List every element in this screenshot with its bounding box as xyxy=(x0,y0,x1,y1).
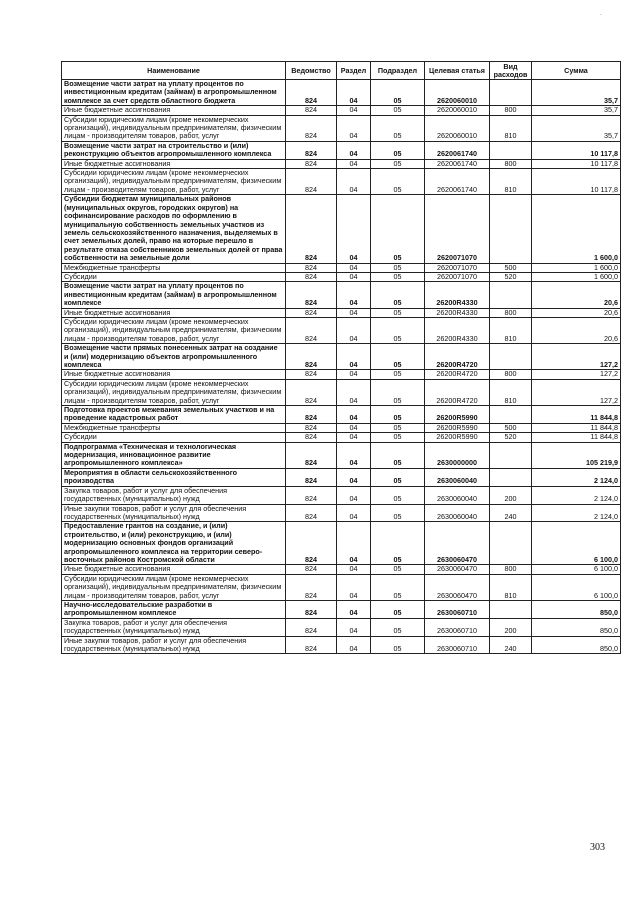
row-name-cell: Субсидии бюджетам муниципальных районов (муниципальных округов, городских округов) на софинансирование расходов по оформлению в муниципальную собственность земельных участков из земель сельскохозяйственного назначения, выделяемых в счет земельных долей, право на которые перешло в результате отказа собственников земельных долей от права собственности на земельные доли xyxy=(62,195,286,263)
budget-table xyxy=(61,61,621,654)
row-expense-cell: 500 xyxy=(490,263,532,272)
row-subsection-cell: 05 xyxy=(371,423,425,432)
header-target: Целевая статья xyxy=(425,62,490,80)
row-ministry-cell: 824 xyxy=(286,263,337,272)
row-subsection-cell: 05 xyxy=(371,522,425,565)
row-target-cell: 2630000000 xyxy=(425,442,490,468)
row-section-cell: 04 xyxy=(337,442,371,468)
row-name-cell: Субсидии юридическим лицам (кроме некоммерческих организаций), индивидуальным предпринимателям, физическим лицам - производителям товаров, работ, услуг xyxy=(62,379,286,405)
row-ministry-cell: 824 xyxy=(286,141,337,159)
table-row xyxy=(62,344,621,370)
row-ministry-cell: 824 xyxy=(286,317,337,343)
row-target-cell: 26200R4720 xyxy=(425,379,490,405)
table-row xyxy=(62,263,621,272)
table-row xyxy=(62,159,621,168)
row-subsection-cell: 05 xyxy=(371,406,425,424)
row-target-cell: 26200R5990 xyxy=(425,423,490,432)
row-name-cell: Иные бюджетные ассигнования xyxy=(62,308,286,317)
row-name-cell: Подпрограмма «Техническая и технологическая модернизация, инновационное развитие агропромышленного комплекса» xyxy=(62,442,286,468)
row-name-cell: Межбюджетные трансферты xyxy=(62,423,286,432)
row-section-cell: 04 xyxy=(337,574,371,600)
row-expense-cell xyxy=(490,282,532,308)
row-name-cell: Субсидии xyxy=(62,272,286,281)
table-row xyxy=(62,379,621,405)
row-subsection-cell: 05 xyxy=(371,141,425,159)
row-name-cell: Субсидии юридическим лицам (кроме некоммерческих организаций), индивидуальным предпринимателям, физическим лицам - производителям товаров, работ, услуг xyxy=(62,115,286,141)
page-number: 303 xyxy=(590,842,605,853)
row-expense-cell: 810 xyxy=(490,169,532,195)
row-ministry-cell: 824 xyxy=(286,442,337,468)
row-ministry-cell: 824 xyxy=(286,308,337,317)
row-target-cell: 26200R5990 xyxy=(425,433,490,442)
table-row xyxy=(62,468,621,486)
row-amount-cell: 850,0 xyxy=(532,618,621,636)
row-target-cell: 26200R4720 xyxy=(425,344,490,370)
row-section-cell: 04 xyxy=(337,169,371,195)
row-subsection-cell: 05 xyxy=(371,600,425,618)
row-name-cell: Субсидии юридическим лицам (кроме некоммерческих организаций), индивидуальным предпринимателям, физическим лицам - производителям товаров, работ, услуг xyxy=(62,169,286,195)
row-name-cell: Межбюджетные трансферты xyxy=(62,263,286,272)
row-ministry-cell: 824 xyxy=(286,272,337,281)
row-amount-cell: 6 100,0 xyxy=(532,574,621,600)
row-ministry-cell: 824 xyxy=(286,468,337,486)
row-expense-cell: 810 xyxy=(490,379,532,405)
row-section-cell: 04 xyxy=(337,423,371,432)
row-subsection-cell: 05 xyxy=(371,195,425,263)
row-target-cell: 2620061740 xyxy=(425,159,490,168)
row-subsection-cell: 05 xyxy=(371,272,425,281)
row-expense-cell xyxy=(490,468,532,486)
row-expense-cell: 500 xyxy=(490,423,532,432)
row-name-cell: Иные бюджетные ассигнования xyxy=(62,565,286,574)
row-subsection-cell: 05 xyxy=(371,317,425,343)
row-ministry-cell: 824 xyxy=(286,574,337,600)
row-name-cell: Иные бюджетные ассигнования xyxy=(62,159,286,168)
table-row xyxy=(62,272,621,281)
row-name-cell: Иные бюджетные ассигнования xyxy=(62,106,286,115)
row-target-cell: 2620071070 xyxy=(425,195,490,263)
row-name-cell: Возмещение части прямых понесенных затрат на создание и (или) модернизацию объектов агропромышленного комплекса xyxy=(62,344,286,370)
row-expense-cell: 520 xyxy=(490,433,532,442)
table-row xyxy=(62,433,621,442)
row-expense-cell: 240 xyxy=(490,504,532,522)
row-section-cell: 04 xyxy=(337,263,371,272)
row-target-cell: 2630060710 xyxy=(425,618,490,636)
row-subsection-cell: 05 xyxy=(371,344,425,370)
row-subsection-cell: 05 xyxy=(371,263,425,272)
row-amount-cell: 6 100,0 xyxy=(532,522,621,565)
row-section-cell: 04 xyxy=(337,468,371,486)
row-expense-cell xyxy=(490,522,532,565)
row-expense-cell: 800 xyxy=(490,308,532,317)
row-subsection-cell: 05 xyxy=(371,618,425,636)
row-amount-cell: 11 844,8 xyxy=(532,423,621,432)
row-ministry-cell: 824 xyxy=(286,406,337,424)
row-expense-cell: 810 xyxy=(490,317,532,343)
row-section-cell: 04 xyxy=(337,565,371,574)
row-section-cell: 04 xyxy=(337,308,371,317)
table-header-row xyxy=(62,62,621,80)
row-target-cell: 2620060010 xyxy=(425,106,490,115)
row-subsection-cell: 05 xyxy=(371,504,425,522)
row-target-cell: 26200R5990 xyxy=(425,406,490,424)
table-row xyxy=(62,370,621,379)
table-row xyxy=(62,600,621,618)
row-section-cell: 04 xyxy=(337,141,371,159)
row-expense-cell: 800 xyxy=(490,159,532,168)
row-name-cell: Мероприятия в области сельскохозяйственного производства xyxy=(62,468,286,486)
row-amount-cell: 20,6 xyxy=(532,308,621,317)
row-ministry-cell: 824 xyxy=(286,486,337,504)
table-row xyxy=(62,522,621,565)
row-ministry-cell: 824 xyxy=(286,618,337,636)
header-expense: Вид расходов xyxy=(490,62,532,80)
header-amount: Сумма xyxy=(532,62,621,80)
row-name-cell: Иные закупки товаров, работ и услуг для обеспечения государственных (муниципальных) нужд xyxy=(62,504,286,522)
row-section-cell: 04 xyxy=(337,370,371,379)
table-row xyxy=(62,504,621,522)
row-section-cell: 04 xyxy=(337,159,371,168)
row-expense-cell: 800 xyxy=(490,106,532,115)
row-name-cell: Субсидии юридическим лицам (кроме некоммерческих организаций), индивидуальным предпринимателям, физическим лицам - производителям товаров, работ, услуг xyxy=(62,317,286,343)
row-section-cell: 04 xyxy=(337,618,371,636)
row-amount-cell: 35,7 xyxy=(532,106,621,115)
table-row xyxy=(62,574,621,600)
row-expense-cell: 520 xyxy=(490,272,532,281)
row-amount-cell: 127,2 xyxy=(532,344,621,370)
row-target-cell: 26200R4330 xyxy=(425,317,490,343)
row-ministry-cell: 824 xyxy=(286,504,337,522)
row-amount-cell: 10 117,8 xyxy=(532,159,621,168)
header-subsection: Подраздел xyxy=(371,62,425,80)
row-target-cell: 2630060470 xyxy=(425,565,490,574)
row-name-cell: Научно-исследовательские разработки в агропромышленном комплексе xyxy=(62,600,286,618)
row-target-cell: 2620061740 xyxy=(425,169,490,195)
row-section-cell: 04 xyxy=(337,379,371,405)
header-ministry: Ведомство xyxy=(286,62,337,80)
row-expense-cell: 810 xyxy=(490,115,532,141)
row-subsection-cell: 05 xyxy=(371,115,425,141)
page-mark: . xyxy=(600,10,602,17)
row-section-cell: 04 xyxy=(337,636,371,654)
row-subsection-cell: 05 xyxy=(371,433,425,442)
row-expense-cell xyxy=(490,344,532,370)
row-subsection-cell: 05 xyxy=(371,370,425,379)
row-section-cell: 04 xyxy=(337,106,371,115)
row-section-cell: 04 xyxy=(337,344,371,370)
row-section-cell: 04 xyxy=(337,282,371,308)
header-name: Наименование xyxy=(62,62,286,80)
row-expense-cell xyxy=(490,141,532,159)
row-section-cell: 04 xyxy=(337,522,371,565)
row-expense-cell xyxy=(490,600,532,618)
table-row xyxy=(62,565,621,574)
row-section-cell: 04 xyxy=(337,504,371,522)
row-subsection-cell: 05 xyxy=(371,442,425,468)
row-amount-cell: 2 124,0 xyxy=(532,468,621,486)
row-subsection-cell: 05 xyxy=(371,574,425,600)
row-section-cell: 04 xyxy=(337,80,371,106)
row-amount-cell: 105 219,9 xyxy=(532,442,621,468)
table-row xyxy=(62,115,621,141)
table-row xyxy=(62,282,621,308)
row-amount-cell: 10 117,8 xyxy=(532,141,621,159)
row-ministry-cell: 824 xyxy=(286,115,337,141)
table-row xyxy=(62,169,621,195)
row-amount-cell: 2 124,0 xyxy=(532,486,621,504)
row-subsection-cell: 05 xyxy=(371,468,425,486)
row-expense-cell xyxy=(490,195,532,263)
table-row xyxy=(62,141,621,159)
row-amount-cell: 127,2 xyxy=(532,370,621,379)
row-target-cell: 2630060470 xyxy=(425,574,490,600)
row-section-cell: 04 xyxy=(337,406,371,424)
row-ministry-cell: 824 xyxy=(286,159,337,168)
row-subsection-cell: 05 xyxy=(371,565,425,574)
row-section-cell: 04 xyxy=(337,600,371,618)
row-target-cell: 26200R4330 xyxy=(425,282,490,308)
row-ministry-cell: 824 xyxy=(286,344,337,370)
row-subsection-cell: 05 xyxy=(371,379,425,405)
row-amount-cell: 20,6 xyxy=(532,317,621,343)
row-amount-cell: 35,7 xyxy=(532,115,621,141)
table-row xyxy=(62,317,621,343)
table-row xyxy=(62,195,621,263)
row-amount-cell: 127,2 xyxy=(532,379,621,405)
row-target-cell: 2620060010 xyxy=(425,115,490,141)
row-target-cell: 2630060040 xyxy=(425,486,490,504)
row-ministry-cell: 824 xyxy=(286,80,337,106)
table-row xyxy=(62,308,621,317)
row-ministry-cell: 824 xyxy=(286,565,337,574)
row-target-cell: 2630060710 xyxy=(425,636,490,654)
row-amount-cell: 11 844,8 xyxy=(532,433,621,442)
row-expense-cell: 810 xyxy=(490,574,532,600)
table-row xyxy=(62,618,621,636)
row-amount-cell: 850,0 xyxy=(532,636,621,654)
row-expense-cell: 240 xyxy=(490,636,532,654)
row-ministry-cell: 824 xyxy=(286,195,337,263)
row-target-cell: 26200R4330 xyxy=(425,308,490,317)
row-amount-cell: 35,7 xyxy=(532,80,621,106)
row-subsection-cell: 05 xyxy=(371,159,425,168)
table-row xyxy=(62,80,621,106)
row-expense-cell xyxy=(490,442,532,468)
table-row xyxy=(62,486,621,504)
row-expense-cell: 800 xyxy=(490,565,532,574)
row-section-cell: 04 xyxy=(337,433,371,442)
row-target-cell: 2630060040 xyxy=(425,468,490,486)
row-expense-cell xyxy=(490,406,532,424)
row-ministry-cell: 824 xyxy=(286,636,337,654)
row-name-cell: Предоставление грантов на создание, и (или) строительство, и (или) реконструкцию, и (или) модернизацию основных фондов организаций агропромышленного комплекса на территории северо-восточных районов Костромской области xyxy=(62,522,286,565)
row-amount-cell: 1 600,0 xyxy=(532,263,621,272)
row-subsection-cell: 05 xyxy=(371,80,425,106)
row-ministry-cell: 824 xyxy=(286,169,337,195)
header-section: Раздел xyxy=(337,62,371,80)
row-name-cell: Субсидии юридическим лицам (кроме некоммерческих организаций), индивидуальным предпринимателям, физическим лицам - производителям товаров, работ, услуг xyxy=(62,574,286,600)
row-ministry-cell: 824 xyxy=(286,282,337,308)
row-subsection-cell: 05 xyxy=(371,169,425,195)
row-amount-cell: 6 100,0 xyxy=(532,565,621,574)
row-section-cell: 04 xyxy=(337,195,371,263)
row-ministry-cell: 824 xyxy=(286,522,337,565)
table-row xyxy=(62,106,621,115)
row-ministry-cell: 824 xyxy=(286,600,337,618)
row-target-cell: 26200R4720 xyxy=(425,370,490,379)
row-name-cell: Закупка товаров, работ и услуг для обеспечения государственных (муниципальных) нужд xyxy=(62,618,286,636)
row-name-cell: Возмещение части затрат на уплату процентов по инвестиционным кредитам (займам) в агропромышленном комплексе за счет средств областного бюджета xyxy=(62,80,286,106)
row-amount-cell: 1 600,0 xyxy=(532,195,621,263)
row-name-cell: Закупка товаров, работ и услуг для обеспечения государственных (муниципальных) нужд xyxy=(62,486,286,504)
row-subsection-cell: 05 xyxy=(371,308,425,317)
row-name-cell: Возмещение части затрат на уплату процентов по инвестиционным кредитам (займам) в агропромышленном комплексе xyxy=(62,282,286,308)
row-subsection-cell: 05 xyxy=(371,636,425,654)
row-amount-cell: 10 117,8 xyxy=(532,169,621,195)
table-row xyxy=(62,423,621,432)
row-amount-cell: 2 124,0 xyxy=(532,504,621,522)
row-name-cell: Субсидии xyxy=(62,433,286,442)
row-target-cell: 2620071070 xyxy=(425,272,490,281)
row-amount-cell: 20,6 xyxy=(532,282,621,308)
row-ministry-cell: 824 xyxy=(286,370,337,379)
row-ministry-cell: 824 xyxy=(286,106,337,115)
row-target-cell: 2620060010 xyxy=(425,80,490,106)
row-amount-cell: 1 600,0 xyxy=(532,272,621,281)
row-expense-cell: 200 xyxy=(490,618,532,636)
row-subsection-cell: 05 xyxy=(371,486,425,504)
row-subsection-cell: 05 xyxy=(371,106,425,115)
row-name-cell: Возмещение части затрат на строительство и (или) реконструкцию объектов агропромышленного комплекса xyxy=(62,141,286,159)
row-expense-cell xyxy=(490,80,532,106)
row-name-cell: Иные бюджетные ассигнования xyxy=(62,370,286,379)
table-row xyxy=(62,442,621,468)
row-name-cell: Иные закупки товаров, работ и услуг для обеспечения государственных (муниципальных) нужд xyxy=(62,636,286,654)
row-target-cell: 2630060470 xyxy=(425,522,490,565)
table-body xyxy=(62,80,621,654)
row-section-cell: 04 xyxy=(337,317,371,343)
row-target-cell: 2620071070 xyxy=(425,263,490,272)
table-row xyxy=(62,636,621,654)
row-section-cell: 04 xyxy=(337,486,371,504)
row-expense-cell: 800 xyxy=(490,370,532,379)
row-target-cell: 2630060710 xyxy=(425,600,490,618)
row-ministry-cell: 824 xyxy=(286,423,337,432)
table-row xyxy=(62,406,621,424)
row-ministry-cell: 824 xyxy=(286,433,337,442)
row-amount-cell: 11 844,8 xyxy=(532,406,621,424)
row-expense-cell: 200 xyxy=(490,486,532,504)
row-ministry-cell: 824 xyxy=(286,379,337,405)
row-amount-cell: 850,0 xyxy=(532,600,621,618)
row-target-cell: 2630060040 xyxy=(425,504,490,522)
row-section-cell: 04 xyxy=(337,272,371,281)
row-target-cell: 2620061740 xyxy=(425,141,490,159)
row-section-cell: 04 xyxy=(337,115,371,141)
row-name-cell: Подготовка проектов межевания земельных участков и на проведение кадастровых работ xyxy=(62,406,286,424)
row-subsection-cell: 05 xyxy=(371,282,425,308)
